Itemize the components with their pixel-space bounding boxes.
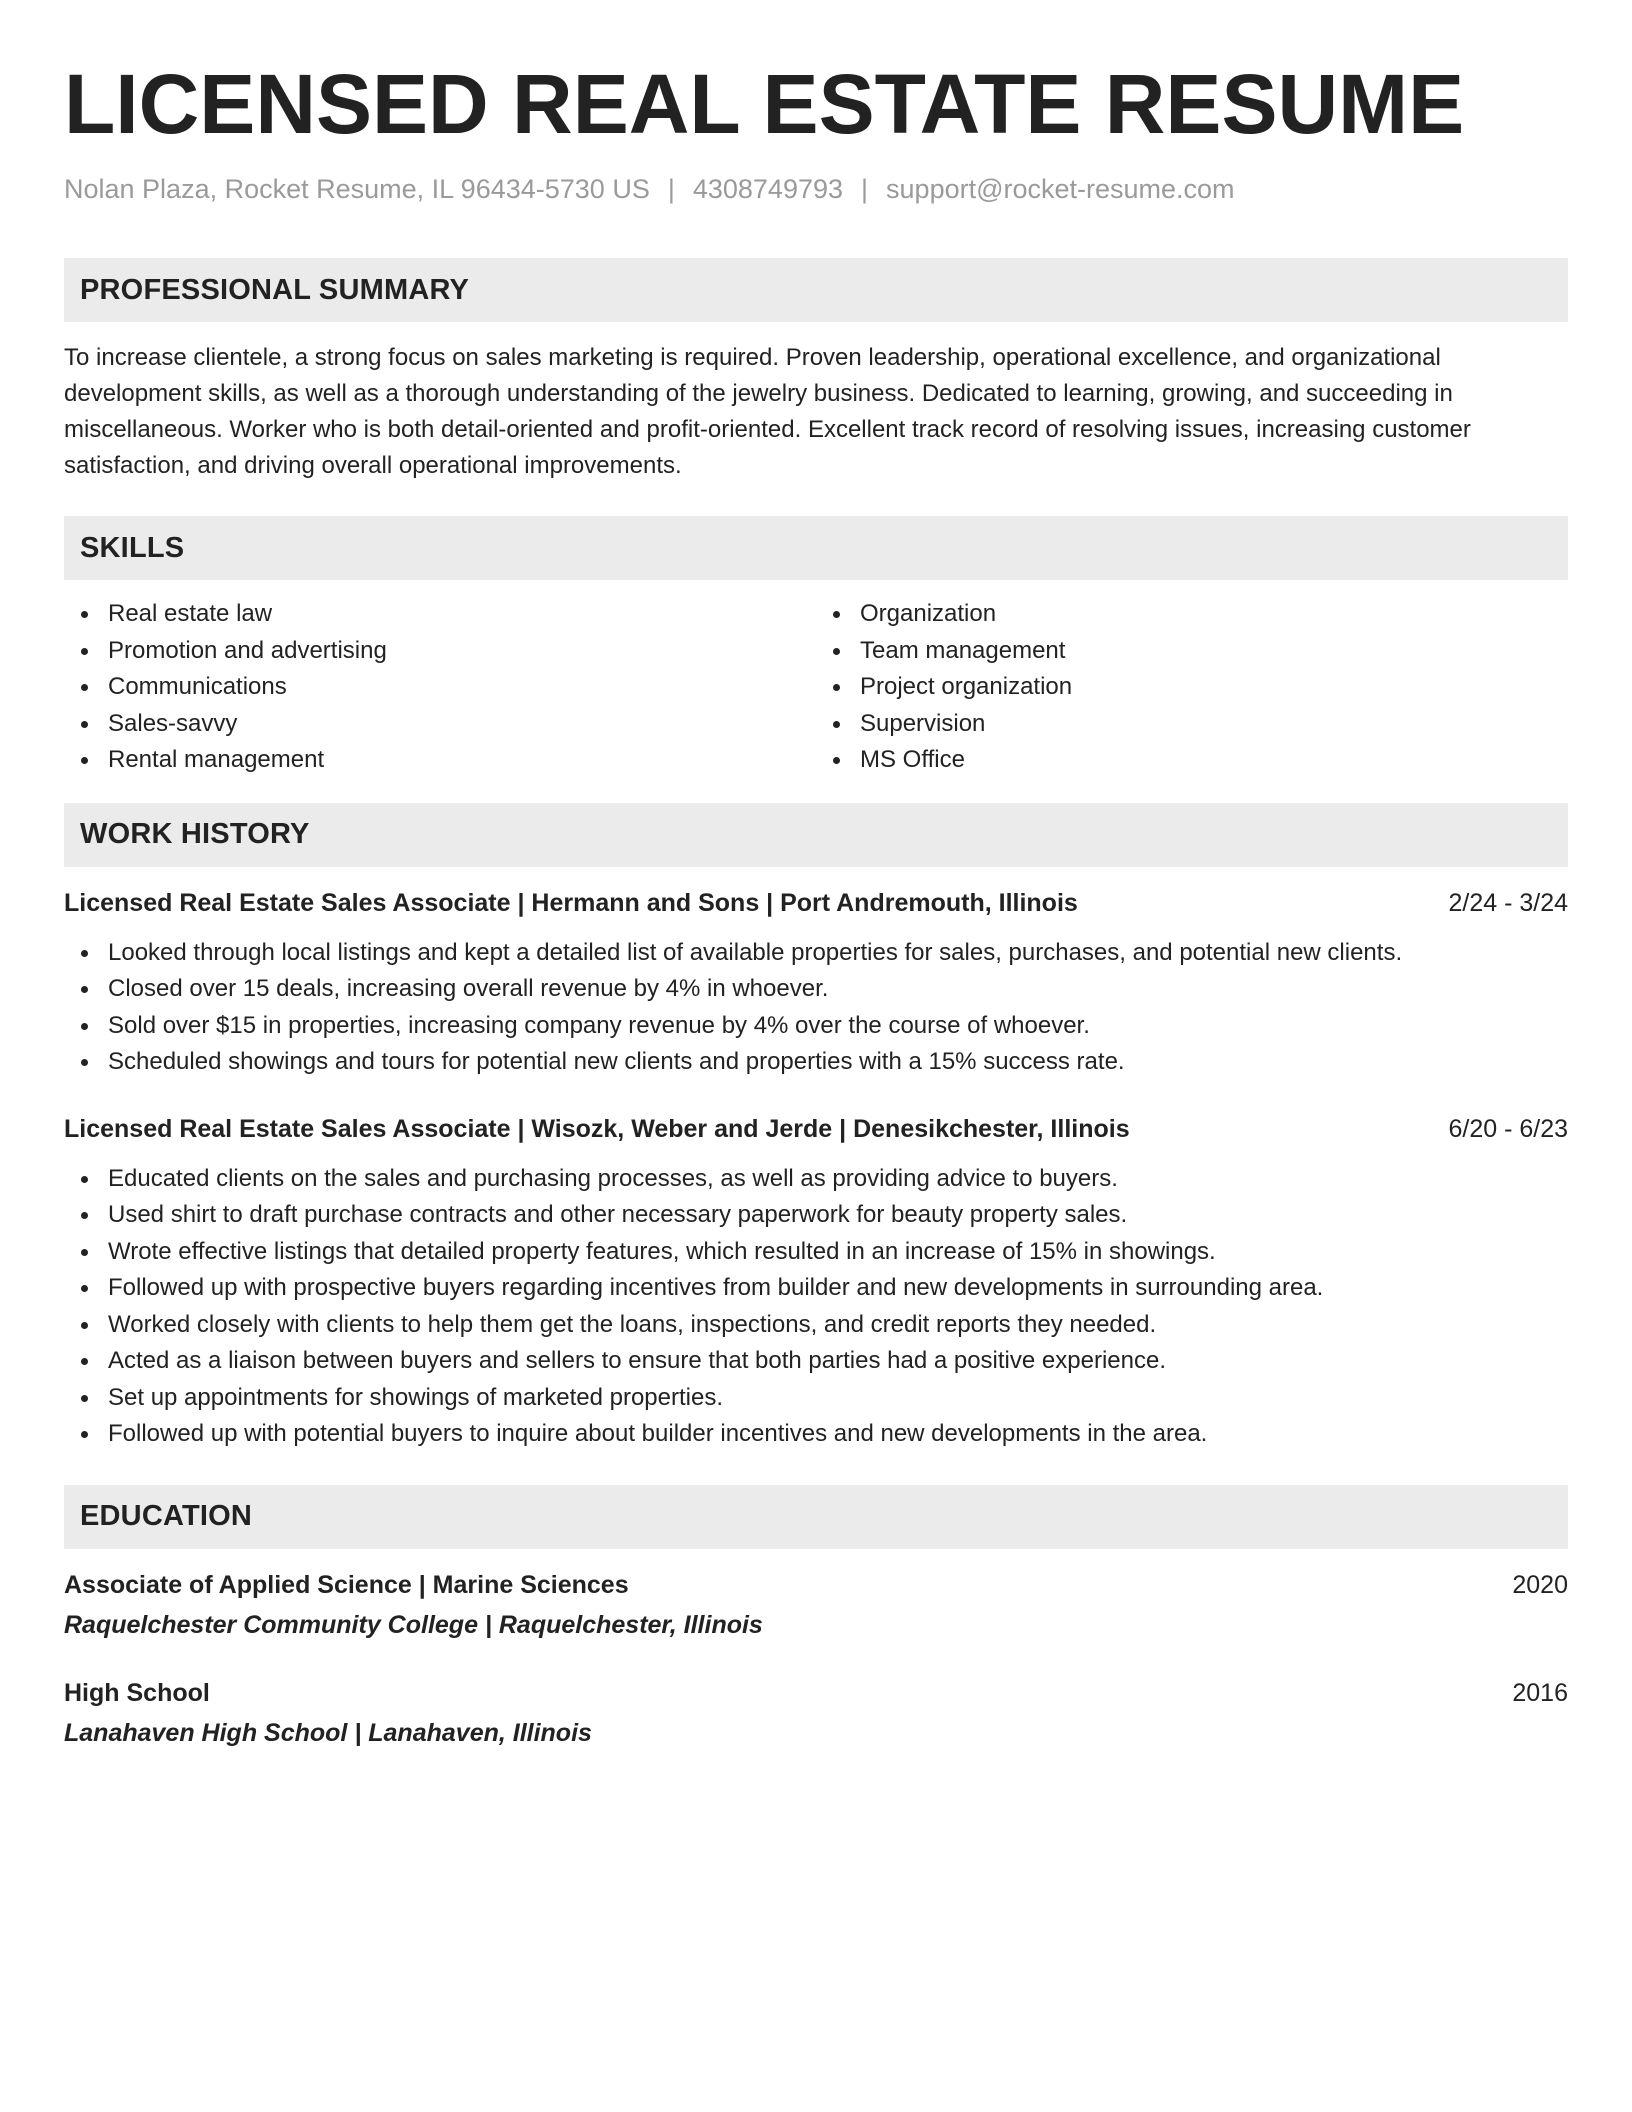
contact-address: Nolan Plaza, Rocket Resume, IL 96434-5730 US: [64, 174, 650, 204]
job-bullet: Looked through local listings and kept a detailed list of available properties for sales, purchases, and potential new clients.: [108, 935, 1568, 972]
education-year: 2020: [1512, 1570, 1568, 1599]
skill-item: Project organization: [860, 669, 1568, 706]
job-dates: 2/24 - 3/24: [1448, 888, 1568, 917]
job-bullets: [64, 935, 1568, 1081]
job-bullets: [64, 1161, 1568, 1453]
education-entry: [64, 1675, 1568, 1751]
skill-item: Communications: [108, 669, 816, 706]
education-year: 2016: [1512, 1678, 1568, 1707]
contact-separator: |: [861, 174, 869, 204]
job-bullet: Educated clients on the sales and purchasing processes, as well as providing advice to buyers.: [108, 1161, 1568, 1198]
education-degree: High School: [64, 1678, 210, 1707]
contact-separator: |: [667, 174, 675, 204]
skills-section-header: SKILLS: [64, 516, 1568, 580]
skill-item: Supervision: [860, 706, 1568, 743]
skills-column-right: [816, 596, 1568, 779]
job-bullet: Used shirt to draft purchase contracts and other necessary paperwork for beauty property sales.: [108, 1197, 1568, 1234]
summary-section-header: PROFESSIONAL SUMMARY: [64, 258, 1568, 322]
skill-item: Rental management: [108, 742, 816, 779]
work-section-header: WORK HISTORY: [64, 803, 1568, 867]
contact-phone: 4308749793: [692, 174, 844, 204]
job-bullet: Acted as a liaison between buyers and sellers to ensure that both parties had a positive experience.: [108, 1343, 1568, 1380]
job-header: [64, 1111, 1568, 1147]
job-bullet: Set up appointments for showings of marketed properties.: [108, 1380, 1568, 1417]
job-bullet: Closed over 15 deals, increasing overall revenue by 4% in whoever.: [108, 971, 1568, 1008]
skills-grid: [64, 596, 1568, 779]
skill-item: Organization: [860, 596, 1568, 633]
summary-text: To increase clientele, a strong focus on sales marketing is required. Proven leadership, operational excellence, and organizational development skills, as well as a thorough understanding of the jewelry business. Dedicated to learning, growing, and succeeding in miscellaneous. Worker who is both detail-oriented and profit-oriented. Excellent track record of resolving issues, increasing customer satisfaction, and driving overall operational improvements.: [64, 344, 1471, 479]
job-title: Licensed Real Estate Sales Associate | Hermann and Sons | Port Andremouth, Illinois: [64, 888, 1078, 917]
job-bullet: Scheduled showings and tours for potential new clients and properties with a 15% success rate.: [108, 1044, 1568, 1081]
job-bullet: Sold over $15 in properties, increasing company revenue by 4% over the course of whoever.: [108, 1008, 1568, 1045]
contact-email: support@rocket-resume.com: [886, 174, 1235, 204]
job-bullet: Followed up with prospective buyers regarding incentives from builder and new developments in surrounding area.: [108, 1270, 1568, 1307]
skill-item: MS Office: [860, 742, 1568, 779]
education-header: [64, 1567, 1568, 1603]
education-school: Lanahaven High School | Lanahaven, Illinois: [64, 1718, 592, 1747]
skills-column-left: [64, 596, 816, 779]
job-bullet: Worked closely with clients to help them get the loans, inspections, and credit reports they needed.: [108, 1307, 1568, 1344]
job-entry: [64, 1111, 1568, 1453]
job-entry: [64, 885, 1568, 1081]
resume-title: LICENSED REAL ESTATE RESUME: [64, 57, 1465, 151]
skill-item: Promotion and advertising: [108, 633, 816, 670]
skill-item: Sales-savvy: [108, 706, 816, 743]
education-degree: Associate of Applied Science | Marine Sciences: [64, 1570, 629, 1599]
job-header: [64, 885, 1568, 921]
job-bullet: Wrote effective listings that detailed property features, which resulted in an increase of 15% in showings.: [108, 1234, 1568, 1271]
education-section-header: EDUCATION: [64, 1485, 1568, 1549]
job-bullet: Followed up with potential buyers to inquire about builder incentives and new developments in the area.: [108, 1416, 1568, 1453]
job-title: Licensed Real Estate Sales Associate | Wisozk, Weber and Jerde | Denesikchester, Illinois: [64, 1114, 1130, 1143]
education-header: [64, 1675, 1568, 1711]
skill-item: Team management: [860, 633, 1568, 670]
contact-line: [64, 172, 1568, 206]
education-school: Raquelchester Community College | Raquelchester, Illinois: [64, 1610, 763, 1639]
education-entry: [64, 1567, 1568, 1643]
job-dates: 6/20 - 6/23: [1448, 1114, 1568, 1143]
skill-item: Real estate law: [108, 596, 816, 633]
